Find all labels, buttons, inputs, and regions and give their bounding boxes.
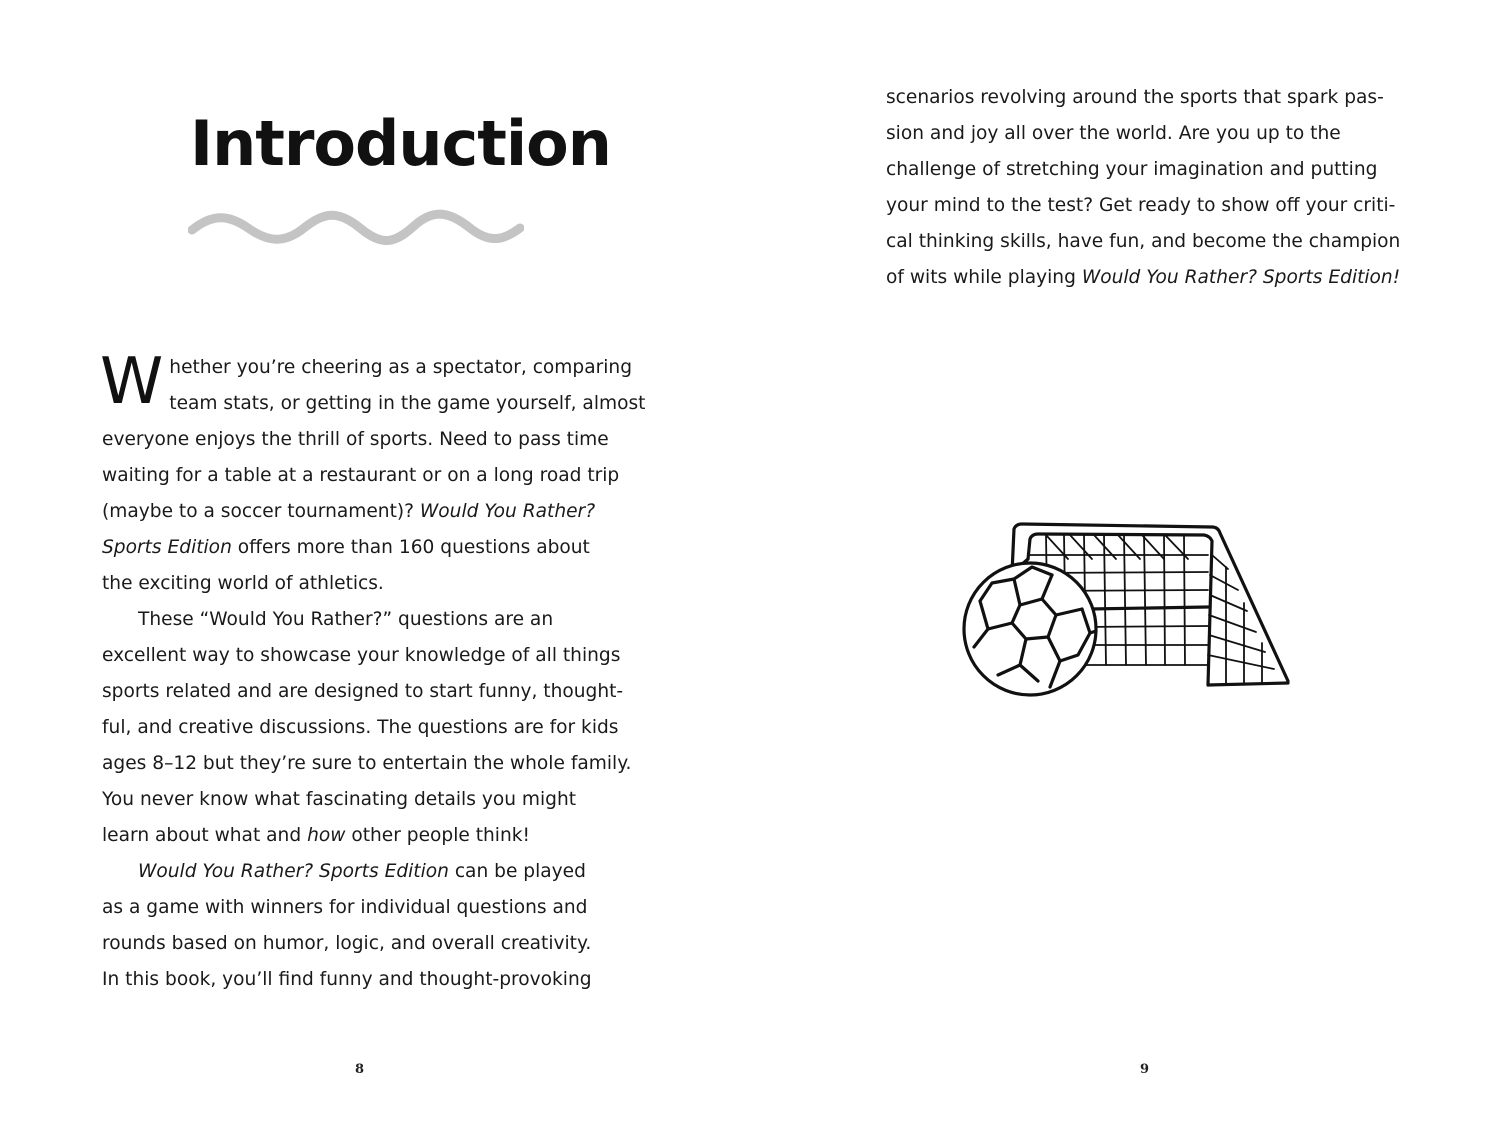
text-line: as a game with winners for individual questions and bbox=[102, 897, 588, 918]
text-line bbox=[102, 530, 622, 566]
text-segment: (maybe to a soccer tournament)? bbox=[102, 501, 420, 522]
text-line: rounds based on humor, logic, and overall creativity. bbox=[102, 933, 592, 954]
page-number: 9 bbox=[1140, 1062, 1150, 1077]
page-title: Introduction bbox=[190, 107, 611, 180]
text-line: ages 8–12 but they’re sure to entertain the whole family. bbox=[102, 753, 632, 774]
text-line: sion and joy all over the world. Are you up to the bbox=[886, 123, 1341, 144]
text-segment: can be played bbox=[448, 861, 586, 882]
soccer-ball-and-goal-icon bbox=[950, 515, 1300, 705]
text-segment: of wits while playing bbox=[886, 267, 1082, 288]
text-line: waiting for a table at a restaurant or on a long road trip bbox=[102, 465, 620, 486]
book-title: Sports Edition bbox=[102, 537, 232, 558]
text-line: scenarios revolving around the sports that spark pas- bbox=[886, 87, 1384, 108]
book-title: Would You Rather? bbox=[419, 501, 596, 522]
squiggle-divider-icon bbox=[188, 206, 524, 248]
text-line: excellent way to showcase your knowledge of all things bbox=[102, 645, 621, 666]
text-line: team stats, or getting in the game yourself, almost bbox=[169, 393, 646, 414]
text-line: hether you’re cheering as a spectator, comparing bbox=[169, 357, 633, 378]
text-line: In this book, you’ll find funny and thought-provoking bbox=[102, 969, 592, 990]
text-line: You never know what fascinating details you might bbox=[102, 789, 577, 810]
paragraph-1 bbox=[100, 345, 646, 602]
dropcap: W bbox=[100, 345, 164, 419]
text-segment: learn about what and bbox=[102, 825, 308, 846]
text-line bbox=[102, 818, 622, 854]
book-title: Would You Rather? Sports Edition bbox=[138, 861, 449, 882]
text-line bbox=[886, 260, 1416, 296]
emphasis: how bbox=[307, 825, 346, 846]
text-line: challenge of stretching your imagination and putting bbox=[886, 159, 1378, 180]
text-line: sports related and are designed to start funny, thought- bbox=[102, 681, 624, 702]
paragraph-3 bbox=[102, 854, 622, 998]
text-line: ful, and creative discussions. The questions are for kids bbox=[102, 717, 619, 738]
text-line: cal thinking skills, have fun, and become the champion bbox=[886, 231, 1401, 252]
right-body-text bbox=[886, 80, 1416, 296]
text-segment: other people think! bbox=[345, 825, 530, 846]
text-segment: offers more than 160 questions about bbox=[231, 537, 590, 558]
text-line: your mind to the test? Get ready to show off your criti- bbox=[886, 195, 1396, 216]
book-title: Would You Rather? Sports Edition! bbox=[1081, 267, 1401, 288]
page-number: 8 bbox=[355, 1062, 365, 1077]
text-line: the exciting world of athletics. bbox=[102, 573, 384, 594]
paragraph-2 bbox=[102, 602, 632, 854]
text-line: These “Would You Rather?” questions are an bbox=[138, 609, 554, 630]
text-line bbox=[102, 494, 622, 530]
text-line bbox=[102, 854, 622, 890]
left-body-text bbox=[100, 345, 646, 998]
text-line: everyone enjoys the thrill of sports. Need to pass time bbox=[102, 429, 609, 450]
paragraph-continued bbox=[886, 80, 1416, 296]
